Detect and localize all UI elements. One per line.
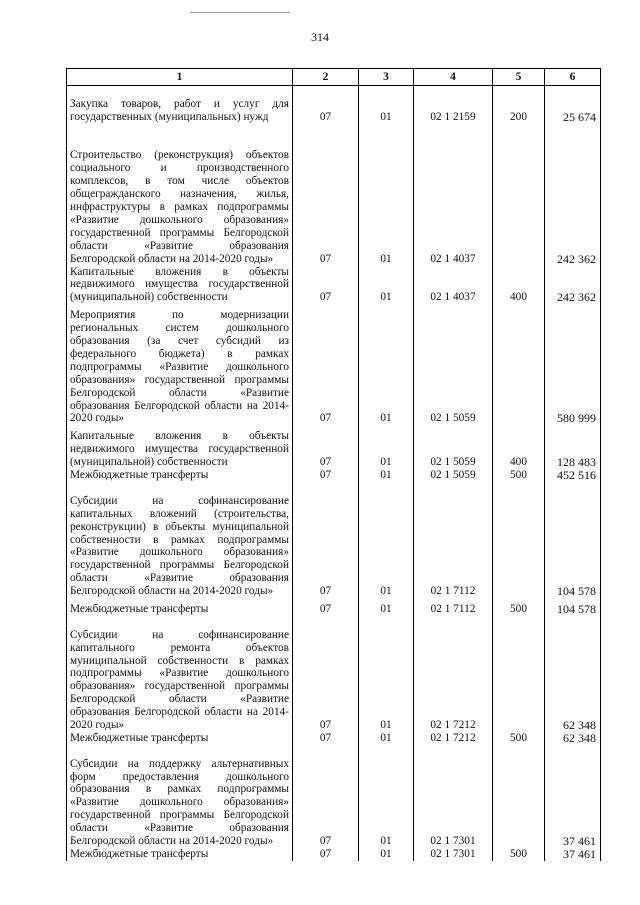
row-expense-type: 200 [493, 86, 545, 124]
table-row [67, 266, 601, 305]
row-expense-type: 500 [493, 598, 545, 616]
row-subsection: 01 [359, 86, 414, 124]
row-target-code: 02 1 4037 [414, 266, 493, 305]
row-subsection: 01 [359, 745, 414, 848]
row-section: 07 [293, 86, 359, 124]
row-amount: 104 578 [545, 482, 601, 598]
row-subsection: 01 [359, 616, 414, 732]
row-expense-type [493, 616, 545, 732]
row-amount: 62 348 [545, 732, 601, 745]
row-section: 07 [293, 124, 359, 266]
row-target-code: 02 1 5059 [414, 469, 493, 482]
row-subsection: 01 [359, 732, 414, 745]
row-target-code: 02 1 7212 [414, 732, 493, 745]
row-description: Закупка товаров, работ и услуг для государственных (муниципальных) нужд [67, 86, 293, 124]
row-section: 07 [293, 745, 359, 848]
row-subsection: 01 [359, 598, 414, 616]
col-header-4: 4 [414, 69, 493, 86]
table-row [67, 732, 601, 745]
row-target-code: 02 1 7301 [414, 848, 493, 861]
row-section: 07 [293, 848, 359, 861]
budget-table [66, 68, 601, 861]
header-row [67, 69, 601, 86]
row-section: 07 [293, 304, 359, 425]
row-amount: 104 578 [545, 598, 601, 616]
row-target-code: 02 1 7112 [414, 482, 493, 598]
row-expense-type [493, 304, 545, 425]
row-description: Строительство (реконструкция) объектов социального и производственного комплексов, в том числе объектов общегражданского назначения, жилья, инфраструктуры в рамках подпрограммы «Развитие дошкольного образования» государственной программы Белгородской области «Развитие образования Белгородской области на 2014-2020 годы» [67, 124, 293, 266]
row-description: Субсидии на софинансирование капитального ремонта объектов муниципальной собственности в рамках подпрограммы «Развитие дошкольного образования» государственной программы Белгородской области «Развитие образования Белгородской области на 2014-2020 годы» [67, 616, 293, 732]
row-expense-type [493, 745, 545, 848]
row-description: Субсидии на поддержку альтернативных форм предоставления дошкольного образования в рамках подпрограммы «Развитие дошкольного образования» государственной программы Белгородской области «Развитие образования Белгородской области на 2014-2020 годы» [67, 745, 293, 848]
table-row [67, 86, 601, 124]
row-amount: 37 461 [545, 848, 601, 861]
row-target-code: 02 1 7112 [414, 598, 493, 616]
row-description: Межбюджетные трансферты [67, 469, 293, 482]
row-description: Межбюджетные трансферты [67, 732, 293, 745]
row-description: Капитальные вложения в объекты недвижимого имущества государственной (муниципальной) собственности [67, 266, 293, 305]
row-expense-type: 500 [493, 469, 545, 482]
table-row [67, 482, 601, 598]
table-row [67, 469, 601, 482]
row-description: Межбюджетные трансферты [67, 598, 293, 616]
table-row [67, 598, 601, 616]
row-subsection: 01 [359, 469, 414, 482]
row-expense-type: 500 [493, 732, 545, 745]
row-description: Капитальные вложения в объекты недвижимого имущества государственной (муниципальной) собственности [67, 425, 293, 469]
row-subsection: 01 [359, 124, 414, 266]
row-amount: 25 674 [545, 86, 601, 124]
row-subsection: 01 [359, 482, 414, 598]
row-amount: 242 362 [545, 266, 601, 305]
row-amount: 62 348 [545, 616, 601, 732]
top-rule [190, 12, 290, 13]
row-subsection: 01 [359, 848, 414, 861]
col-header-3: 3 [359, 69, 414, 86]
row-amount: 580 999 [545, 304, 601, 425]
row-section: 07 [293, 425, 359, 469]
table-row [67, 848, 601, 861]
table-body [67, 86, 601, 862]
row-description: Межбюджетные трансферты [67, 848, 293, 861]
row-target-code: 02 1 5059 [414, 304, 493, 425]
row-section: 07 [293, 266, 359, 305]
row-section: 07 [293, 482, 359, 598]
row-expense-type: 400 [493, 425, 545, 469]
row-amount: 128 483 [545, 425, 601, 469]
table-row [67, 304, 601, 425]
row-expense-type [493, 482, 545, 598]
row-section: 07 [293, 732, 359, 745]
row-target-code: 02 1 7212 [414, 616, 493, 732]
row-target-code: 02 1 5059 [414, 425, 493, 469]
col-header-6: 6 [545, 69, 601, 86]
row-target-code: 02 1 7301 [414, 745, 493, 848]
row-subsection: 01 [359, 266, 414, 305]
row-expense-type [493, 124, 545, 266]
row-section: 07 [293, 598, 359, 616]
row-target-code: 02 1 4037 [414, 124, 493, 266]
col-header-5: 5 [493, 69, 545, 86]
row-amount: 452 516 [545, 469, 601, 482]
row-description: Субсидии на софинансирование капитальных вложений (строительства, реконструкции) в объекты муниципальной собственности в рамках подпрограммы «Развитие дошкольного образования» государственной программы Белгородской области «Развитие образования Белгородской области на 2014-2020 годы» [67, 482, 293, 598]
table-row [67, 425, 601, 469]
col-header-1: 1 [67, 69, 293, 86]
table-row [67, 124, 601, 266]
row-subsection: 01 [359, 425, 414, 469]
row-description: Мероприятия по модернизации региональных систем дошкольного образования (за счет субсидий из федерального бюджета) в рамках подпрограммы «Развитие дошкольного образования» государственной программы Белгородской области «Развитие образования Белгородской области на 2014-2020 годы» [67, 304, 293, 425]
row-subsection: 01 [359, 304, 414, 425]
row-amount: 242 362 [545, 124, 601, 266]
row-expense-type: 500 [493, 848, 545, 861]
table-row [67, 745, 601, 848]
col-header-2: 2 [293, 69, 359, 86]
row-target-code: 02 1 2159 [414, 86, 493, 124]
row-amount: 37 461 [545, 745, 601, 848]
row-section: 07 [293, 616, 359, 732]
page-number: 314 [311, 30, 329, 44]
row-expense-type: 400 [493, 266, 545, 305]
table-row [67, 616, 601, 732]
row-section: 07 [293, 469, 359, 482]
